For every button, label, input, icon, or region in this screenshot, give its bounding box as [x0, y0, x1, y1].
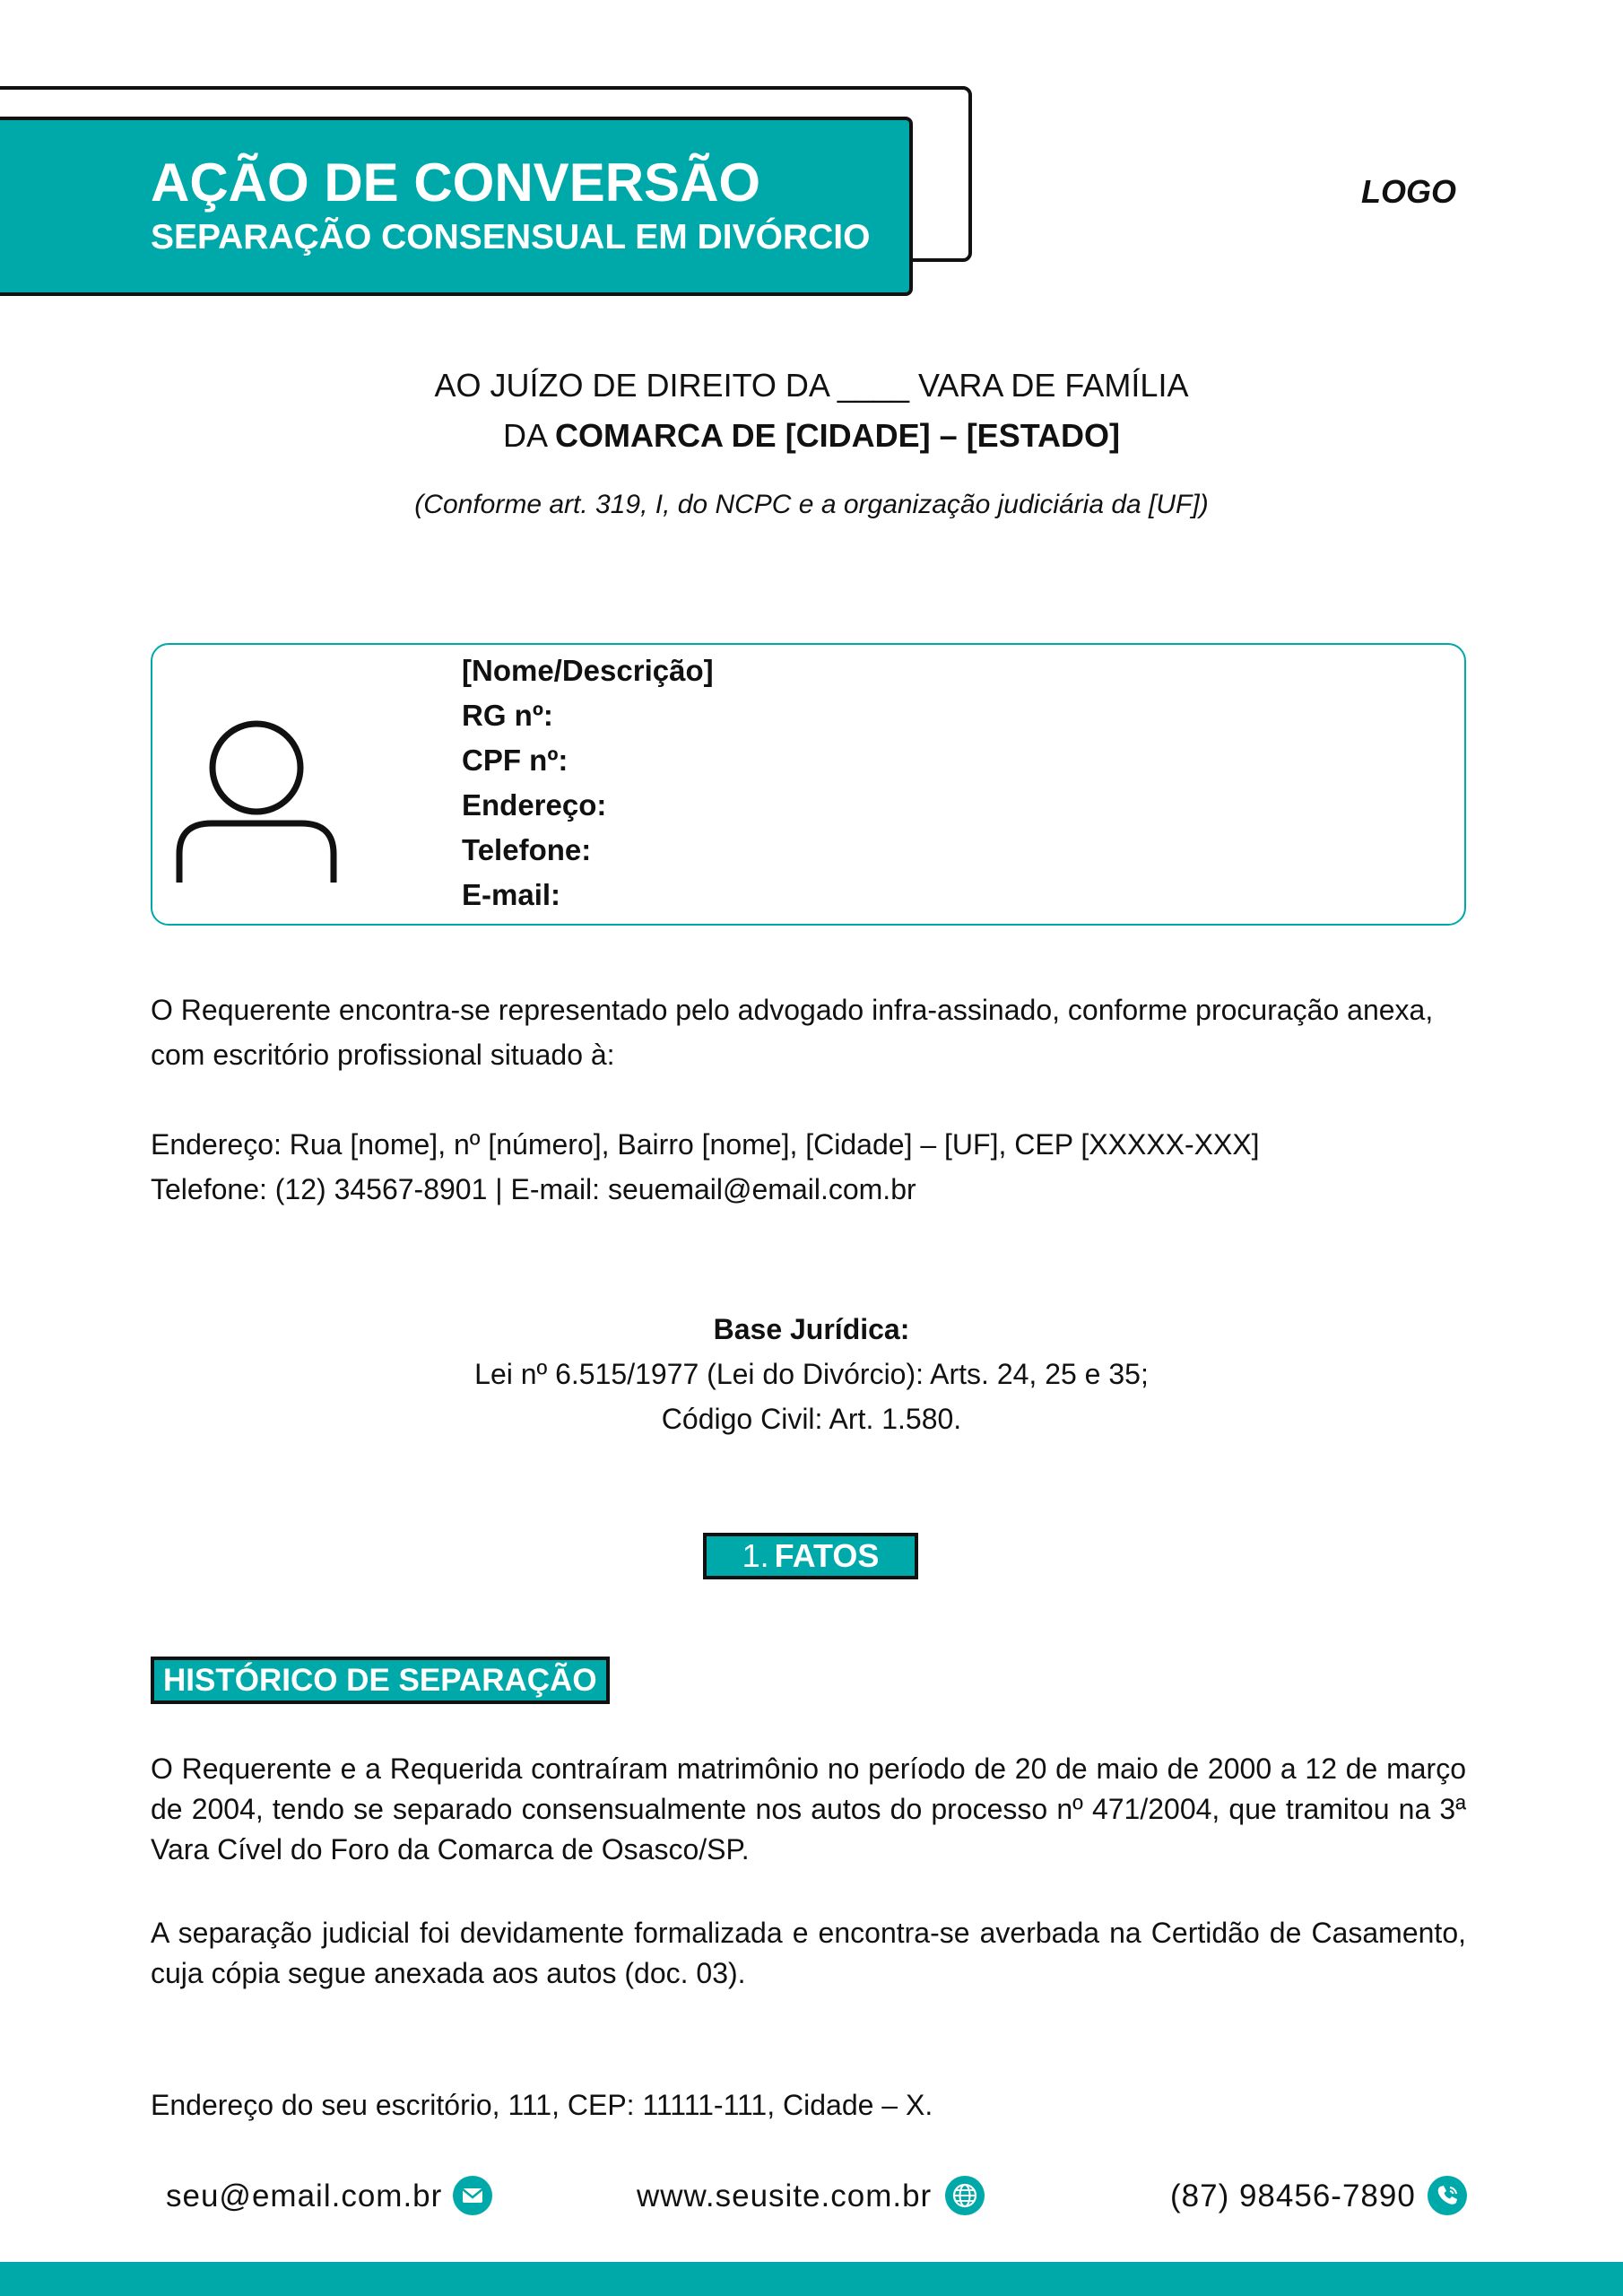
document-subtitle: SEPARAÇÃO CONSENSUAL EM DIVÓRCIO: [151, 218, 871, 257]
party-rg-field: RG nº:: [462, 699, 553, 732]
document-title: AÇÃO DE CONVERSÃO: [151, 152, 761, 213]
section-title: FATOS: [774, 1537, 880, 1574]
addressee-line-2: [0, 416, 1623, 456]
party-address-field: Endereço:: [462, 788, 607, 822]
footer-accent-bar: [0, 2262, 1623, 2296]
party-phone-field: Telefone:: [462, 833, 592, 866]
party-cpf-field: CPF nº:: [462, 744, 568, 777]
addressee-note: (Conforme art. 319, I, do NCPC e a organização judiciária da [UF]): [414, 490, 1209, 519]
logo-placeholder: LOGO: [1361, 173, 1456, 210]
phone-icon: [1428, 2176, 1467, 2215]
representation-paragraph: O Requerente encontra-se representado pelo advogado infra-assinado, conforme procuração anexa, com escritório profissional situado à:: [151, 994, 1434, 1071]
legal-base-line-2: Código Civil: Art. 1.580.: [661, 1403, 962, 1435]
footer-website[interactable]: www.seusite.com.br: [637, 2179, 933, 2213]
user-avatar-icon: [176, 718, 337, 888]
facts-paragraph-2: A separação judicial foi devidamente formalizada e encontra-se averbada na Certidão de Casamento, cuja cópia segue anexada aos autos (doc. 03).: [151, 1917, 1466, 1989]
legal-base-line-1: Lei nº 6.515/1977 (Lei do Divórcio): Arts. 24, 25 e 35;: [474, 1358, 1149, 1390]
legal-base-title: Base Jurídica:: [713, 1313, 910, 1345]
footer-email[interactable]: seu@email.com.br: [166, 2179, 443, 2213]
party-email-field: E-mail:: [462, 878, 561, 911]
section-number: 1.: [742, 1537, 769, 1574]
footer-office-address: Endereço do seu escritório, 111, CEP: 11111-111, Cidade – X.: [151, 2089, 933, 2121]
subsection-heading: HISTÓRICO DE SEPARAÇÃO: [151, 1657, 610, 1704]
footer-phone[interactable]: (87) 98456-7890: [1170, 2179, 1416, 2213]
mail-icon: [453, 2176, 492, 2215]
party-card: [151, 643, 1466, 926]
addressee-comarca: COMARCA DE [CIDADE] – [ESTADO]: [555, 417, 1121, 454]
globe-icon: [945, 2176, 985, 2215]
office-address-line: Endereço: Rua [nome], nº [número], Bairro [nome], [Cidade] – [UF], CEP [XXXXX-XXX]: [151, 1128, 1260, 1161]
facts-paragraph-1: O Requerente e a Requerida contraíram matrimônio no período de 20 de maio de 2000 a 12 de março de 2004, tendo se separado consensualmente nos autos do processo nº 471/2004, que tramitou na 3ª Vara Cível do Foro da Comarca de Osasco/SP.: [151, 1752, 1466, 1866]
section-heading-fatos: [703, 1533, 918, 1579]
addressee-line-1: AO JUÍZO DE DIREITO DA ____ VARA DE FAMÍLIA: [434, 367, 1189, 404]
addressee-prefix: DA: [502, 417, 547, 454]
office-contact-line: Telefone: (12) 34567-8901 | E-mail: seuemail@email.com.br: [151, 1173, 916, 1205]
party-name-field: [Nome/Descrição]: [462, 654, 714, 687]
